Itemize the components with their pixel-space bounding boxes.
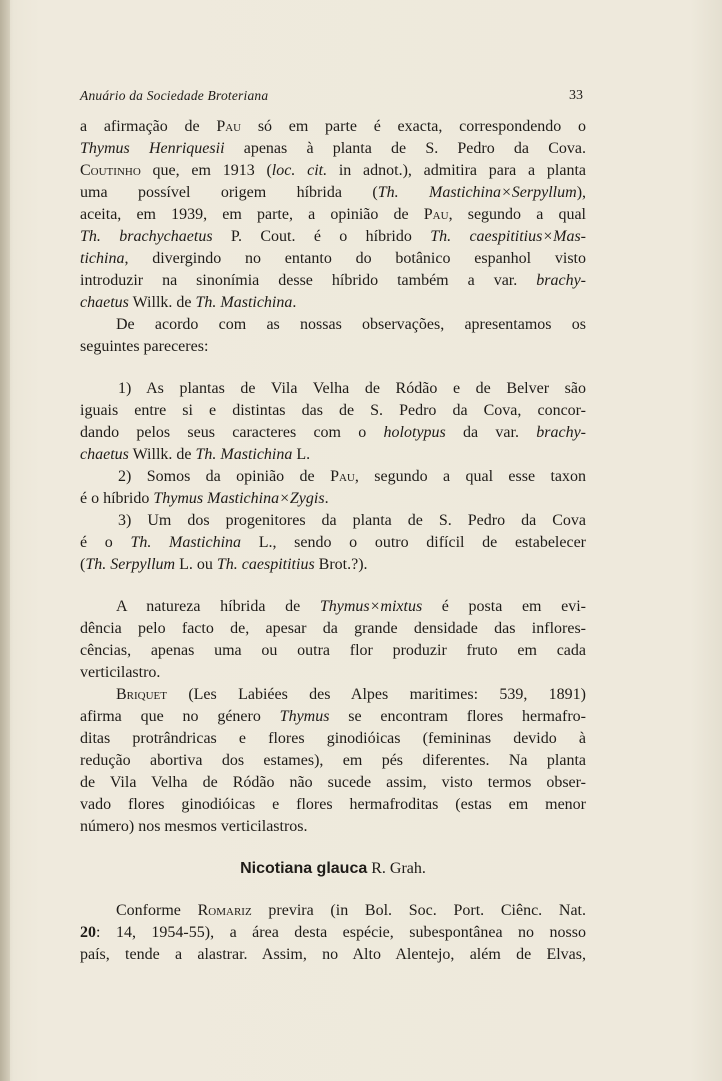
text-line: Briquet (Les Labiées des Alpes maritimes: 539, 1891) bbox=[116, 686, 586, 703]
text-line: Thymus Henriquesii apenas à planta de S. Pedro da Cova. bbox=[80, 140, 587, 157]
text-line: redução abortiva dos estames), em pés diferentes. Na planta bbox=[80, 752, 586, 769]
text-line: aceita, em 1939, em parte, a opinião de Pau, segundo a qual bbox=[80, 206, 587, 223]
text-line: A natureza híbrida de Thymus×mixtus é posta em evi- bbox=[116, 598, 586, 615]
text-line: número) nos mesmos verticilastros. bbox=[80, 818, 308, 835]
text-line: seguintes pareceres: bbox=[80, 338, 209, 355]
text-line: tichina, divergindo no entanto do botânico espanhol visto bbox=[80, 250, 586, 267]
page-binding-edge bbox=[0, 0, 10, 1081]
text-line: é o híbrido Thymus Mastichina×Zygis. bbox=[80, 490, 329, 507]
paragraph-gap bbox=[80, 880, 586, 900]
body-text bbox=[80, 116, 586, 966]
text-line: 20: 14, 1954-55), a área desta espécie, subespontânea no nosso bbox=[80, 924, 586, 941]
text-line: introduzir na sinonímia desse híbrido também a var. brachy- bbox=[80, 272, 586, 289]
text-line: ditas protrândricas e flores ginodióicas (femininas devido à bbox=[80, 730, 586, 747]
text-line: De acordo com as nossas observações, apresentamos os bbox=[116, 316, 586, 333]
text-line: Th. brachychaetus P. Cout. é o híbrido Th. caespititius×Mas- bbox=[80, 228, 587, 245]
text-line: país, tende a alastrar. Assim, no Alto Alentejo, além de Elvas, bbox=[80, 946, 586, 963]
page-number: 33 bbox=[569, 88, 583, 103]
text-line: afirma que no género Thymus se encontram flores hermafro- bbox=[80, 708, 586, 725]
text-line: 1) As plantas de Vila Velha de Ródão e de Belver são bbox=[118, 380, 586, 397]
text-line: Conforme Romariz previra (in Bol. Soc. Port. Ciênc. Nat. bbox=[116, 902, 587, 919]
text-line: dando pelos seus caracteres com o holotypus da var. brachy- bbox=[80, 424, 586, 441]
paragraph-gap bbox=[80, 838, 586, 858]
text-line: chaetus Willk. de Th. Mastichina L. bbox=[80, 446, 311, 463]
text-line: verticilastro. bbox=[80, 664, 161, 681]
text-line: 3) Um dos progenitores da planta de S. Pedro da Cova bbox=[118, 512, 586, 529]
paragraph-gap bbox=[80, 576, 586, 596]
section-heading: Nicotiana glauca R. Grah. bbox=[240, 860, 426, 877]
text-line: vado flores ginodióicas e flores hermafroditas (estas em menor bbox=[80, 796, 586, 813]
text-line: (Th. Serpyllum L. ou Th. caespititius Brot.?). bbox=[80, 556, 368, 573]
text-line: iguais entre si e distintas das de S. Pedro da Cova, concor- bbox=[80, 402, 586, 419]
text-line: é o Th. Mastichina L., sendo o outro difícil de estabelecer bbox=[80, 534, 586, 551]
text-line: chaetus Willk. de Th. Mastichina. bbox=[80, 294, 297, 311]
text-line: Coutinho que, em 1913 (loc. cit. in adnot.), admitira para a planta bbox=[80, 162, 586, 179]
text-line: de Vila Velha de Ródão não sucede assim, visto termos obser- bbox=[80, 774, 586, 791]
paragraph-gap bbox=[80, 358, 586, 378]
running-title: Anuário da Sociedade Broteriana bbox=[80, 88, 269, 103]
text-line: 2) Somos da opinião de Pau, segundo a qual esse taxon bbox=[118, 468, 587, 485]
text-line: cências, apenas uma ou outra flor produzir fruto em cada bbox=[80, 642, 586, 659]
text-line: a afirmação de Pau só em parte é exacta, correspondendo o bbox=[80, 118, 587, 135]
text-line: dência pelo facto de, apesar da grande densidade das inflores- bbox=[80, 620, 586, 637]
text-line: uma possível origem híbrida (Th. Mastichina×Serpyllum), bbox=[80, 184, 587, 201]
page-header bbox=[80, 88, 586, 108]
